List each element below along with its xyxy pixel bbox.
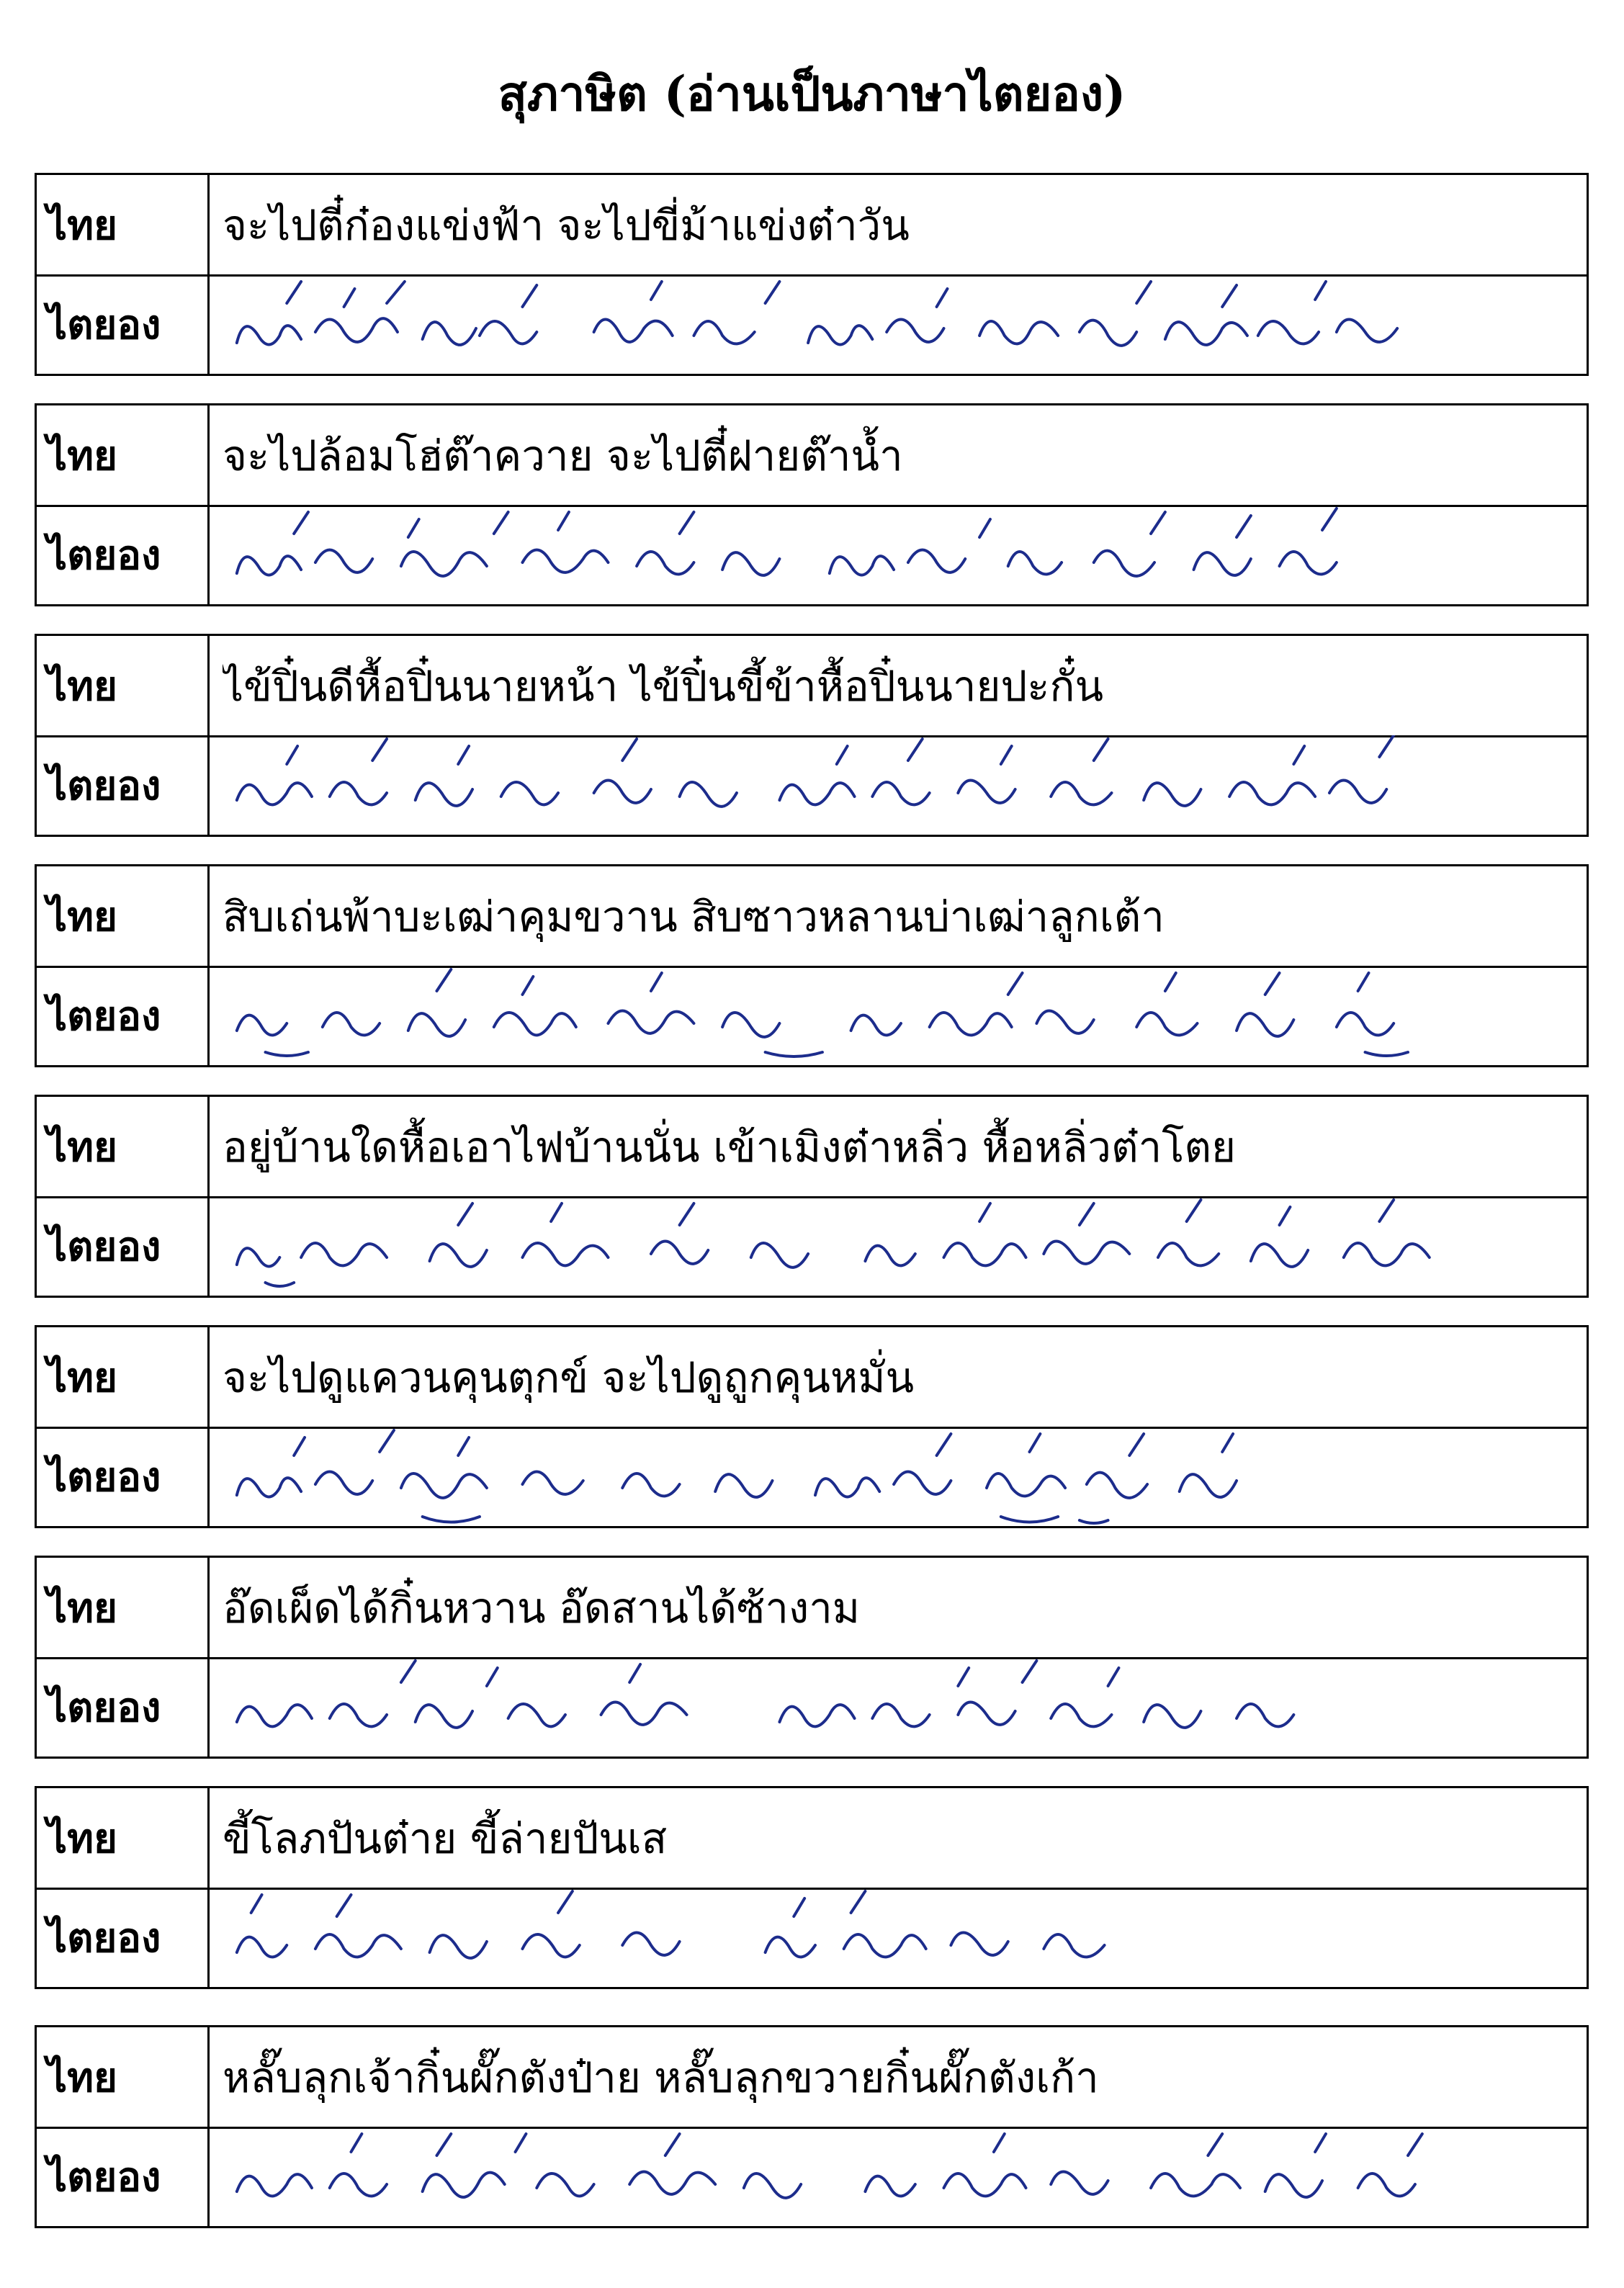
taiyong-row <box>37 505 1587 604</box>
taiyong-label: ไตยอง <box>37 735 210 835</box>
taiyong-handwriting <box>223 274 1579 374</box>
thai-label: ไทย <box>37 1097 210 1196</box>
taiyong-row <box>37 1427 1587 1526</box>
proverb-table-4 <box>35 864 1589 1067</box>
thai-text: ไข้ปิ๋นดีหื้อปิ๋นนายหน้า ไข้ปิ๋นขี้ข้าหื้อปิ๋นนายปะกั๋น <box>223 661 1104 711</box>
taiyong-label: ไตยอง <box>37 1427 210 1526</box>
thai-label: ไทย <box>37 405 210 505</box>
proverb-table-6 <box>35 1325 1589 1528</box>
taiyong-handwriting <box>223 1196 1579 1296</box>
thai-row <box>37 636 1587 737</box>
thai-label: ไทย <box>37 1327 210 1427</box>
thai-text: จะไปล้อมโฮ่ต๊าควาย จะไปตี๋ฝายต๊าน้ำ <box>223 431 903 480</box>
taiyong-handwriting <box>223 2127 1579 2226</box>
thai-label: ไทย <box>37 2027 210 2127</box>
thai-text: จะไปตี๋ก๋องแข่งฟ้า จะไปขี่ม้าแข่งต๋าวัน <box>223 200 910 250</box>
thai-text: สิบเถ่นพ้าบะเฒ่าคุมขวาน สิบซาวหลานบ่าเฒ่าลูกเต้า <box>223 892 1165 941</box>
taiyong-row <box>37 1888 1587 1987</box>
taiyong-handwriting <box>223 1427 1579 1526</box>
thai-row <box>37 1097 1587 1198</box>
proverb-table-5 <box>35 1095 1589 1298</box>
thai-row <box>37 1327 1587 1429</box>
thai-label: ไทย <box>37 636 210 735</box>
thai-text: หลั๊บลุกเจ้ากิ๋นผั๊กตังป๋าย หลั๊บลุกขวายกิ๋นผั๊กตังเก้า <box>223 2053 1099 2102</box>
taiyong-label: ไตยอง <box>37 1196 210 1296</box>
thai-label: ไทย <box>37 1558 210 1657</box>
thai-text: อ๊ดเผ็ดได้กิ๋นหวาน อ๊ดสานได้ซ้างาม <box>223 1583 861 1633</box>
taiyong-handwriting <box>223 966 1579 1065</box>
taiyong-label: ไตยอง <box>37 505 210 604</box>
proverb-table-2 <box>35 403 1589 606</box>
thai-text: ขี้โลภปันต๋าย ขี้ล่ายปันเส <box>223 1813 668 1863</box>
thai-label: ไทย <box>37 1788 210 1888</box>
proverb-table-3 <box>35 634 1589 837</box>
page-title: สุภาษิต (อ่านเป็นภาษาไตยอง) <box>498 66 1126 122</box>
taiyong-row <box>37 966 1587 1065</box>
taiyong-row <box>37 2127 1587 2226</box>
taiyong-label: ไตยอง <box>37 1657 210 1757</box>
taiyong-row <box>37 735 1587 835</box>
taiyong-row <box>37 274 1587 374</box>
thai-label: ไทย <box>37 175 210 274</box>
proverb-table-8 <box>35 1786 1589 1989</box>
proverb-table-7 <box>35 1556 1589 1759</box>
taiyong-label: ไตยอง <box>37 1888 210 1987</box>
thai-row <box>37 1558 1587 1659</box>
taiyong-handwriting <box>223 735 1579 835</box>
thai-text: อยู่บ้านใดหื้อเอาไฟบ้านนั่น เข้าเมิงต๋าหลิ่ว หื้อหลิ่วต๋าโตย <box>223 1122 1237 1172</box>
thai-row <box>37 2027 1587 2129</box>
thai-row <box>37 866 1587 968</box>
taiyong-label: ไตยอง <box>37 274 210 374</box>
taiyong-handwriting <box>223 505 1579 604</box>
thai-row <box>37 1788 1587 1890</box>
thai-row <box>37 175 1587 277</box>
taiyong-label: ไตยอง <box>37 2127 210 2226</box>
thai-text: จะไปดูแควนคุนตุกข์ จะไปดูถูกคุนหมั่น <box>223 1352 915 1402</box>
taiyong-row <box>37 1196 1587 1296</box>
taiyong-label: ไตยอง <box>37 966 210 1065</box>
proverb-table-9 <box>35 2025 1589 2228</box>
taiyong-handwriting <box>223 1657 1579 1757</box>
thai-row <box>37 405 1587 507</box>
thai-label: ไทย <box>37 866 210 966</box>
taiyong-row <box>37 1657 1587 1757</box>
taiyong-handwriting <box>223 1888 1579 1987</box>
proverb-table-1 <box>35 173 1589 376</box>
